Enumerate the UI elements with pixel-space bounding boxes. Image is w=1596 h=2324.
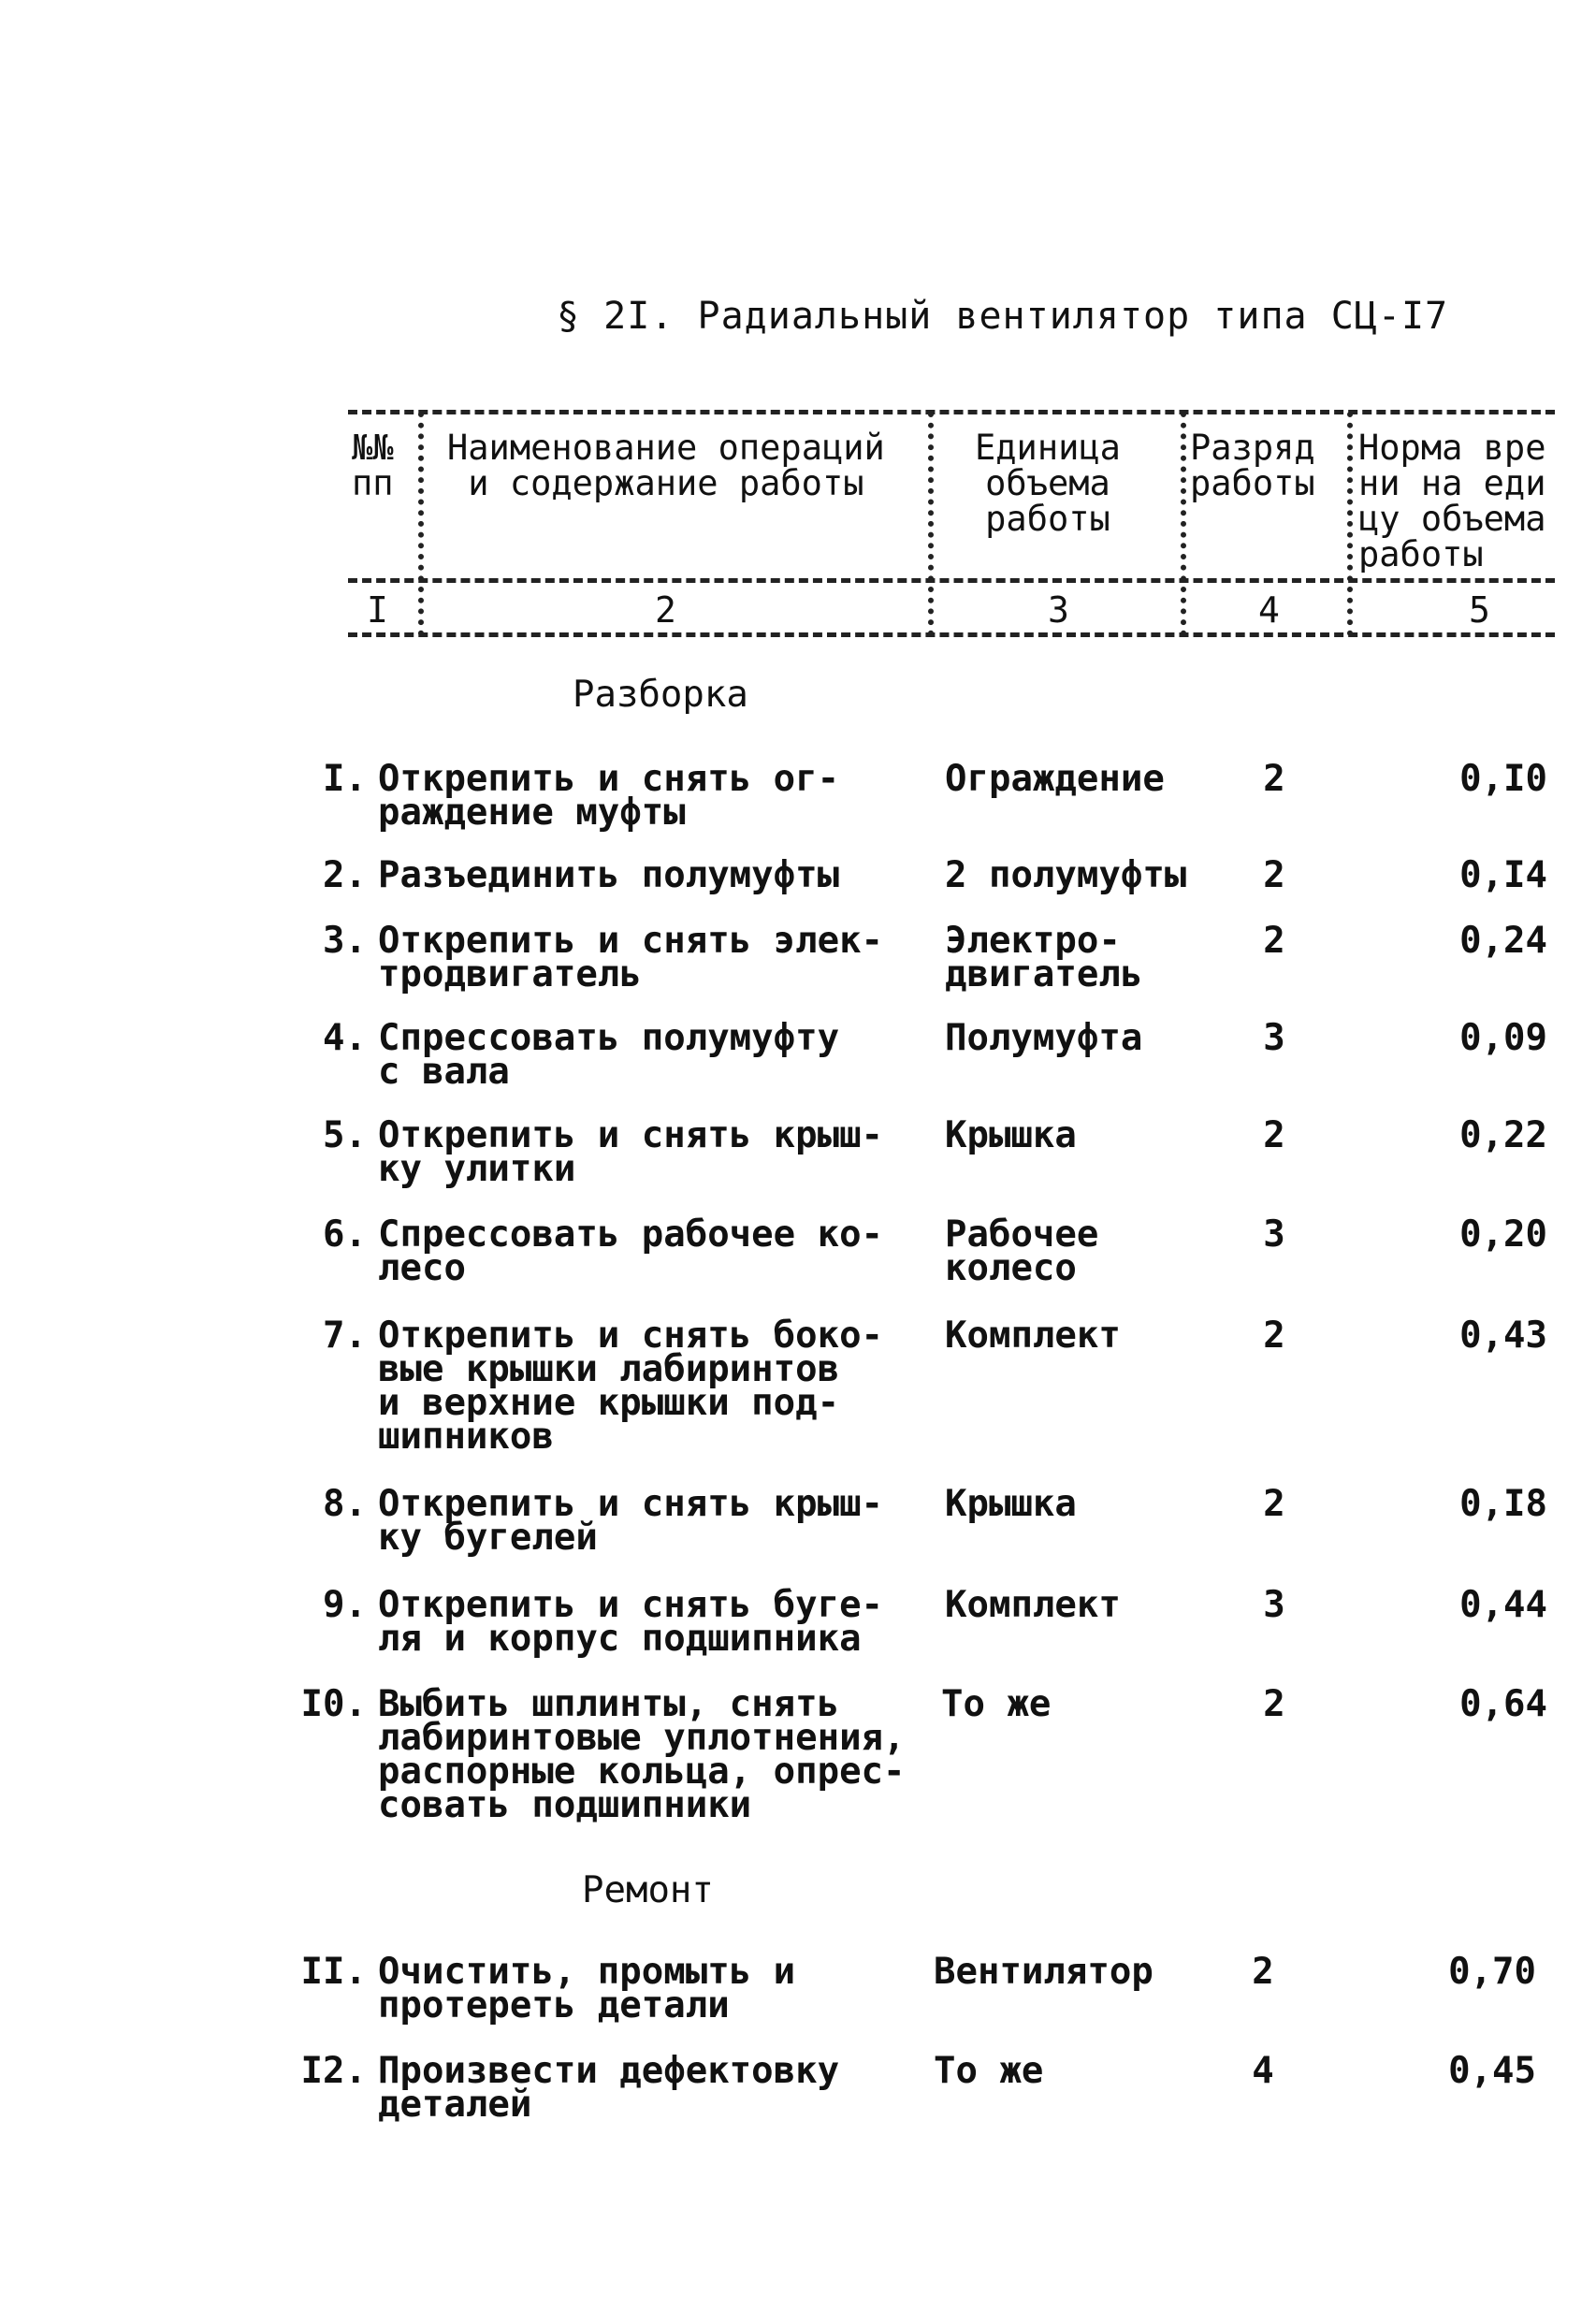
table-row — [292, 1584, 1564, 1663]
table-row — [281, 2050, 1564, 2129]
column-number-4: 4 — [1258, 589, 1280, 631]
header-separator-3 — [1181, 412, 1186, 636]
table-row — [292, 758, 1564, 837]
row-operation: Разъединить полумуфты — [378, 854, 840, 896]
table-row — [281, 1683, 1564, 1828]
row-norm: 0,45 — [1448, 2050, 1536, 2092]
column-number-5: 5 — [1469, 589, 1490, 631]
row-unit: Рабочее колесо — [945, 1213, 1099, 1289]
row-operation: Открепить и снять ог- раждение муфты — [378, 758, 840, 834]
row-norm: 0,70 — [1448, 1951, 1536, 1993]
column-number-3: 3 — [1048, 589, 1069, 631]
table-row — [292, 1483, 1564, 1562]
table-row — [281, 1951, 1564, 2030]
row-grade: 2 — [1263, 1483, 1285, 1525]
row-operation: Спрессовать рабочее ко- лесо — [378, 1213, 884, 1289]
header-separator-2 — [928, 412, 934, 636]
header-col-unit: Единица объема работы — [975, 428, 1121, 539]
row-number: 2. — [323, 854, 367, 896]
row-unit: 2 полумуфты — [945, 854, 1187, 896]
row-number: II. — [300, 1951, 367, 1993]
row-grade: 3 — [1263, 1213, 1285, 1256]
row-number: I0. — [300, 1683, 367, 1725]
row-number: I2. — [300, 2050, 367, 2092]
row-unit: Крышка — [945, 1114, 1077, 1156]
row-number: 3. — [323, 920, 367, 962]
table-row — [292, 1114, 1564, 1194]
row-grade: 2 — [1263, 1683, 1285, 1725]
row-number: 4. — [323, 1017, 367, 1059]
header-col-number: №№ пп — [352, 428, 394, 503]
row-unit: Комплект — [945, 1584, 1121, 1626]
row-norm: 0,20 — [1459, 1213, 1547, 1256]
row-grade: 3 — [1263, 1017, 1285, 1059]
row-norm: 0,09 — [1459, 1017, 1547, 1059]
row-number: I. — [323, 758, 367, 800]
row-operation: Открепить и снять элек- тродвигатель — [378, 920, 884, 995]
row-operation: Открепить и снять крыш- ку бугелей — [378, 1483, 884, 1559]
column-number-2: 2 — [655, 589, 676, 631]
row-norm: 0,I4 — [1459, 854, 1547, 896]
row-grade: 3 — [1263, 1584, 1285, 1626]
row-grade: 2 — [1263, 920, 1285, 962]
row-norm: 0,43 — [1459, 1315, 1547, 1357]
header-top-rule — [348, 410, 1555, 414]
row-number: 8. — [323, 1483, 367, 1525]
column-number-1: I — [367, 589, 388, 631]
table-row — [292, 1315, 1564, 1460]
row-norm: 0,I8 — [1459, 1483, 1547, 1525]
row-norm: 0,64 — [1459, 1683, 1547, 1725]
row-number: 7. — [323, 1315, 367, 1357]
header-col-grade: Разряд работы — [1190, 428, 1315, 503]
row-operation: Произвести дефектовку деталей — [378, 2050, 840, 2126]
row-unit: То же — [934, 2050, 1044, 2092]
section-title-disassembly: Разборка — [573, 674, 748, 716]
row-operation: Выбить шплинты, снять лабиринтовые уплотнения, распорные кольца, опрес- совать подшипники — [378, 1683, 906, 1826]
table-row — [292, 1017, 1564, 1097]
row-unit: То же — [941, 1683, 1052, 1725]
column-numbers-rule — [348, 632, 1555, 637]
row-operation: Открепить и снять крыш- ку улитки — [378, 1114, 884, 1190]
table-row — [292, 1213, 1564, 1293]
section-title-repair: Ремонт — [582, 1869, 714, 1911]
row-unit: Полумуфта — [945, 1017, 1143, 1059]
row-unit: Ограждение — [945, 758, 1165, 800]
header-col-operation: Наименование операций и содержание работы — [447, 428, 885, 503]
row-grade: 2 — [1263, 854, 1285, 896]
row-unit: Крышка — [945, 1483, 1077, 1525]
row-grade: 2 — [1263, 758, 1285, 800]
row-grade: 4 — [1252, 2050, 1274, 2092]
row-grade: 2 — [1263, 1114, 1285, 1156]
row-operation: Открепить и снять боко- вые крышки лабиринтов и верхние крышки под- шипников — [378, 1315, 884, 1458]
row-operation: Спрессовать полумуфту с вала — [378, 1017, 840, 1093]
page-title: § 2I. Радиальный вентилятор типа СЦ-I7 — [557, 295, 1449, 338]
row-operation: Открепить и снять буге- ля и корпус подшипника — [378, 1584, 884, 1660]
header-separator-4 — [1347, 412, 1353, 636]
row-unit: Вентилятор — [934, 1951, 1153, 1993]
row-unit: Комплект — [945, 1315, 1121, 1357]
row-unit: Электро- двигатель — [945, 920, 1143, 995]
header-separator-1 — [418, 412, 424, 636]
table-row — [292, 920, 1564, 999]
row-number: 5. — [323, 1114, 367, 1156]
row-grade: 2 — [1252, 1951, 1274, 1993]
row-operation: Очистить, промыть и протереть детали — [378, 1951, 796, 2026]
row-number: 9. — [323, 1584, 367, 1626]
row-grade: 2 — [1263, 1315, 1285, 1357]
table-row — [292, 854, 1564, 900]
row-norm: 0,22 — [1459, 1114, 1547, 1156]
row-number: 6. — [323, 1213, 367, 1256]
row-norm: 0,I0 — [1459, 758, 1547, 800]
header-col-norm: Норма вре ни на еди цу объема работы — [1358, 430, 1546, 573]
row-norm: 0,24 — [1459, 920, 1547, 962]
header-bottom-rule — [348, 578, 1555, 583]
row-norm: 0,44 — [1459, 1584, 1547, 1626]
